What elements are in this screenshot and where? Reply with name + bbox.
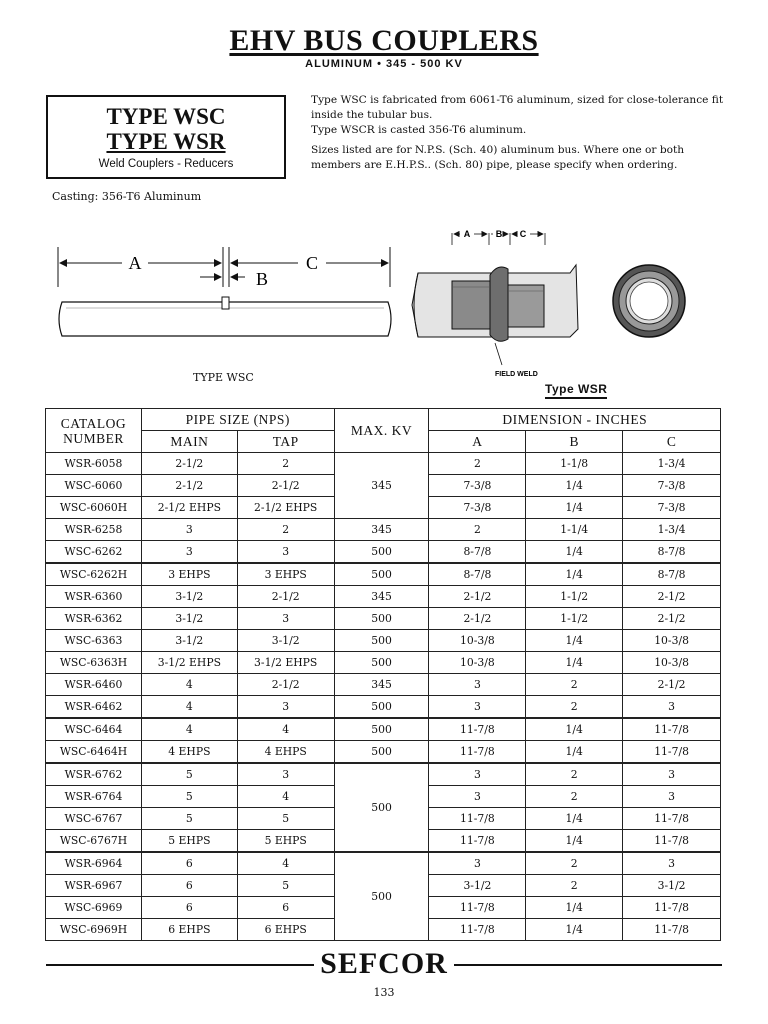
table-cell-catalog: WSC-6363 — [46, 630, 142, 652]
table-cell-main: 4 EHPS — [141, 741, 237, 764]
table-cell-max-kv: 500 — [334, 608, 429, 630]
table-cell-a: 2-1/2 — [429, 608, 526, 630]
brand-logo — [0, 947, 768, 981]
table-cell-max-kv: 500 — [334, 652, 429, 674]
table-row — [46, 763, 721, 786]
table-row — [46, 453, 721, 475]
table-cell-b: 1/4 — [526, 919, 623, 941]
table-cell-c: 11-7/8 — [623, 830, 721, 853]
table-cell-tap: 3 — [237, 608, 334, 630]
table-cell-catalog: WSC-6464H — [46, 741, 142, 764]
table-row — [46, 608, 721, 630]
table-cell-main: 3 EHPS — [141, 563, 237, 586]
table-row — [46, 741, 721, 764]
table-row — [46, 519, 721, 541]
table-cell-max-kv: 500 — [334, 541, 429, 564]
table-cell-a: 10-3/8 — [429, 630, 526, 652]
table-cell-tap: 2-1/2 — [237, 586, 334, 608]
table-cell-c: 3 — [623, 696, 721, 719]
header-c: C — [623, 431, 721, 453]
dim-a-label: A — [128, 253, 142, 273]
table-cell-main: 4 — [141, 718, 237, 741]
table-cell-catalog: WSR-6964 — [46, 852, 142, 875]
coupler-diagram — [40, 225, 640, 385]
wsr-figure-label: Type WSR — [545, 382, 607, 399]
table-cell-max-kv: 500 — [334, 852, 429, 941]
table-cell-catalog: WSR-6362 — [46, 608, 142, 630]
table-cell-a: 10-3/8 — [429, 652, 526, 674]
table-cell-b: 2 — [526, 696, 623, 719]
table-cell-max-kv: 500 — [334, 696, 429, 719]
table-cell-catalog: WSC-6464 — [46, 718, 142, 741]
description-p3: Sizes listed are for N.P.S. (Sch. 40) aluminum bus. Where one or both members are E.H.P.S.. (Sch. 80) pipe, please specify when ordering. — [311, 144, 685, 171]
spec-table-body — [46, 453, 721, 941]
table-cell-a: 2-1/2 — [429, 586, 526, 608]
table-cell-catalog: WSR-6462 — [46, 696, 142, 719]
table-cell-a: 11-7/8 — [429, 830, 526, 853]
table-cell-main: 5 — [141, 808, 237, 830]
table-cell-max-kv: 345 — [334, 453, 429, 519]
table-cell-main: 2-1/2 EHPS — [141, 497, 237, 519]
table-cell-catalog: WSR-6258 — [46, 519, 142, 541]
table-cell-a: 3 — [429, 786, 526, 808]
table-cell-catalog: WSR-6762 — [46, 763, 142, 786]
table-cell-a: 11-7/8 — [429, 718, 526, 741]
table-cell-c: 2-1/2 — [623, 586, 721, 608]
table-cell-catalog: WSC-6262 — [46, 541, 142, 564]
type-box — [46, 95, 286, 179]
table-cell-c: 11-7/8 — [623, 808, 721, 830]
table-cell-b: 2 — [526, 763, 623, 786]
table-row — [46, 563, 721, 586]
table-cell-main: 2-1/2 — [141, 453, 237, 475]
type-wsc-heading: TYPE WSC — [106, 104, 226, 129]
table-cell-c: 10-3/8 — [623, 652, 721, 674]
wsr-end-view — [610, 262, 688, 340]
table-cell-b: 2 — [526, 786, 623, 808]
table-cell-a: 3 — [429, 763, 526, 786]
table-cell-a: 11-7/8 — [429, 897, 526, 919]
header-dimension: DIMENSION - INCHES — [429, 409, 721, 431]
table-cell-b: 1/4 — [526, 741, 623, 764]
table-cell-b: 1/4 — [526, 652, 623, 674]
table-cell-b: 1/4 — [526, 497, 623, 519]
table-cell-b: 1-1/2 — [526, 608, 623, 630]
table-cell-b: 1/4 — [526, 541, 623, 564]
table-cell-b: 1-1/4 — [526, 519, 623, 541]
type-wsr-heading: TYPE WSR — [106, 129, 226, 154]
table-row — [46, 652, 721, 674]
table-cell-main: 5 — [141, 786, 237, 808]
table-cell-c: 11-7/8 — [623, 741, 721, 764]
table-cell-c: 8-7/8 — [623, 563, 721, 586]
table-cell-c: 3 — [623, 852, 721, 875]
table-cell-c: 1-3/4 — [623, 453, 721, 475]
table-cell-max-kv: 500 — [334, 718, 429, 741]
table-cell-catalog: WSC-6262H — [46, 563, 142, 586]
table-cell-c: 7-3/8 — [623, 497, 721, 519]
table-cell-catalog: WSC-6363H — [46, 652, 142, 674]
table-cell-catalog: WSC-6060H — [46, 497, 142, 519]
table-cell-tap: 3-1/2 EHPS — [237, 652, 334, 674]
table-cell-main: 4 — [141, 674, 237, 696]
table-row — [46, 696, 721, 719]
table-cell-b: 1/4 — [526, 830, 623, 853]
table-cell-catalog: WSR-6058 — [46, 453, 142, 475]
table-cell-b: 1/4 — [526, 897, 623, 919]
table-cell-main: 3-1/2 — [141, 586, 237, 608]
table-cell-catalog: WSR-6764 — [46, 786, 142, 808]
table-cell-tap: 2-1/2 — [237, 475, 334, 497]
table-cell-a: 11-7/8 — [429, 808, 526, 830]
casting-note: Casting: 356-T6 Aluminum — [52, 190, 202, 203]
table-cell-main: 6 EHPS — [141, 919, 237, 941]
table-cell-max-kv: 345 — [334, 586, 429, 608]
description — [311, 93, 731, 178]
table-row — [46, 541, 721, 564]
table-cell-a: 2 — [429, 453, 526, 475]
wsc-figure-label: TYPE WSC — [193, 371, 254, 384]
table-cell-a: 11-7/8 — [429, 919, 526, 941]
table-row — [46, 630, 721, 652]
spec-table — [45, 408, 721, 941]
wsr-dim-c: C — [519, 229, 527, 239]
table-cell-c: 10-3/8 — [623, 630, 721, 652]
type-box-caption: Weld Couplers - Reducers — [98, 158, 234, 170]
table-row — [46, 718, 721, 741]
header-pipe-size: PIPE SIZE (NPS) — [141, 409, 334, 431]
header-main: MAIN — [141, 431, 237, 453]
table-cell-catalog: WSC-6767 — [46, 808, 142, 830]
table-cell-a: 3 — [429, 674, 526, 696]
table-cell-c: 7-3/8 — [623, 475, 721, 497]
table-cell-max-kv: 500 — [334, 563, 429, 586]
description-p1: Type WSC is fabricated from 6061-T6 aluminum, sized for close-tolerance fit inside the tubular bus. — [311, 94, 724, 121]
table-cell-max-kv: 345 — [334, 519, 429, 541]
table-cell-main: 2-1/2 — [141, 475, 237, 497]
table-cell-tap: 3 — [237, 763, 334, 786]
table-cell-catalog: WSR-6360 — [46, 586, 142, 608]
table-cell-b: 1/4 — [526, 475, 623, 497]
table-cell-main: 3 — [141, 541, 237, 564]
dim-c-label: C — [305, 253, 319, 273]
table-cell-main: 5 — [141, 763, 237, 786]
table-cell-main: 6 — [141, 875, 237, 897]
table-cell-tap: 2-1/2 EHPS — [237, 497, 334, 519]
table-cell-a: 3-1/2 — [429, 875, 526, 897]
table-cell-b: 1/4 — [526, 630, 623, 652]
table-cell-b: 2 — [526, 875, 623, 897]
wsr-dim-b: B — [495, 229, 503, 239]
table-cell-main: 4 — [141, 696, 237, 719]
field-weld-label: FIELD WELD — [495, 371, 538, 378]
table-cell-a: 11-7/8 — [429, 741, 526, 764]
page-subtitle: ALUMINUM • 345 - 500 KV — [305, 58, 463, 70]
table-cell-a: 8-7/8 — [429, 563, 526, 586]
table-cell-a: 3 — [429, 696, 526, 719]
table-cell-c: 2-1/2 — [623, 608, 721, 630]
table-cell-a: 3 — [429, 852, 526, 875]
table-cell-tap: 6 EHPS — [237, 919, 334, 941]
wsc-center-mark — [222, 297, 229, 309]
table-cell-main: 3 — [141, 519, 237, 541]
table-cell-catalog: WSC-6767H — [46, 830, 142, 853]
table-cell-main: 6 — [141, 852, 237, 875]
table-cell-b: 2 — [526, 674, 623, 696]
table-cell-max-kv: 500 — [334, 630, 429, 652]
table-cell-main: 3-1/2 — [141, 630, 237, 652]
table-cell-c: 11-7/8 — [623, 919, 721, 941]
table-row — [46, 674, 721, 696]
table-cell-c: 11-7/8 — [623, 897, 721, 919]
table-cell-tap: 3 — [237, 541, 334, 564]
table-cell-b: 1/4 — [526, 718, 623, 741]
table-cell-main: 6 — [141, 897, 237, 919]
table-cell-main: 3-1/2 — [141, 608, 237, 630]
table-cell-c: 3-1/2 — [623, 875, 721, 897]
table-cell-main: 5 EHPS — [141, 830, 237, 853]
table-cell-b: 1-1/8 — [526, 453, 623, 475]
table-cell-catalog: WSR-6967 — [46, 875, 142, 897]
table-cell-c: 3 — [623, 763, 721, 786]
brand-text: SEFCOR — [314, 947, 454, 980]
table-cell-max-kv: 500 — [334, 763, 429, 852]
table-cell-tap: 4 EHPS — [237, 741, 334, 764]
table-cell-tap: 3-1/2 — [237, 630, 334, 652]
header-a: A — [429, 431, 526, 453]
table-cell-c: 2-1/2 — [623, 674, 721, 696]
table-cell-a: 7-3/8 — [429, 475, 526, 497]
table-cell-tap: 4 — [237, 852, 334, 875]
table-row — [46, 852, 721, 875]
table-cell-c: 8-7/8 — [623, 541, 721, 564]
table-cell-c: 3 — [623, 786, 721, 808]
table-cell-tap: 2-1/2 — [237, 674, 334, 696]
table-cell-max-kv: 500 — [334, 741, 429, 764]
header-b: B — [526, 431, 623, 453]
page-title: EHV BUS COUPLERS — [229, 24, 539, 57]
table-cell-catalog: WSC-6969 — [46, 897, 142, 919]
wsr-dim-a: A — [463, 229, 471, 239]
table-cell-tap: 2 — [237, 453, 334, 475]
header-max-kv: MAX. KV — [334, 409, 429, 453]
page-number: 133 — [373, 986, 395, 999]
table-cell-b: 1/4 — [526, 563, 623, 586]
table-cell-tap: 4 — [237, 786, 334, 808]
wsr-illustration — [412, 229, 578, 378]
table-cell-b: 1/4 — [526, 808, 623, 830]
table-cell-tap: 3 — [237, 696, 334, 719]
dim-b-label: B — [255, 269, 269, 289]
table-cell-max-kv: 345 — [334, 674, 429, 696]
table-cell-a: 8-7/8 — [429, 541, 526, 564]
table-cell-c: 11-7/8 — [623, 718, 721, 741]
table-row — [46, 586, 721, 608]
table-cell-tap: 4 — [237, 718, 334, 741]
table-cell-tap: 5 — [237, 875, 334, 897]
table-cell-catalog: WSC-6060 — [46, 475, 142, 497]
header-catalog: CATALOG NUMBER — [46, 409, 142, 453]
table-cell-b: 1-1/2 — [526, 586, 623, 608]
header-tap: TAP — [237, 431, 334, 453]
table-cell-b: 2 — [526, 852, 623, 875]
table-cell-catalog: WSC-6969H — [46, 919, 142, 941]
table-cell-tap: 5 — [237, 808, 334, 830]
table-cell-main: 3-1/2 EHPS — [141, 652, 237, 674]
table-cell-a: 2 — [429, 519, 526, 541]
table-cell-c: 1-3/4 — [623, 519, 721, 541]
table-cell-tap: 6 — [237, 897, 334, 919]
description-p2: Type WSCR is casted 356-T6 aluminum. — [311, 124, 527, 136]
table-cell-tap: 2 — [237, 519, 334, 541]
table-cell-tap: 5 EHPS — [237, 830, 334, 853]
table-cell-catalog: WSR-6460 — [46, 674, 142, 696]
table-cell-tap: 3 EHPS — [237, 563, 334, 586]
table-cell-a: 7-3/8 — [429, 497, 526, 519]
